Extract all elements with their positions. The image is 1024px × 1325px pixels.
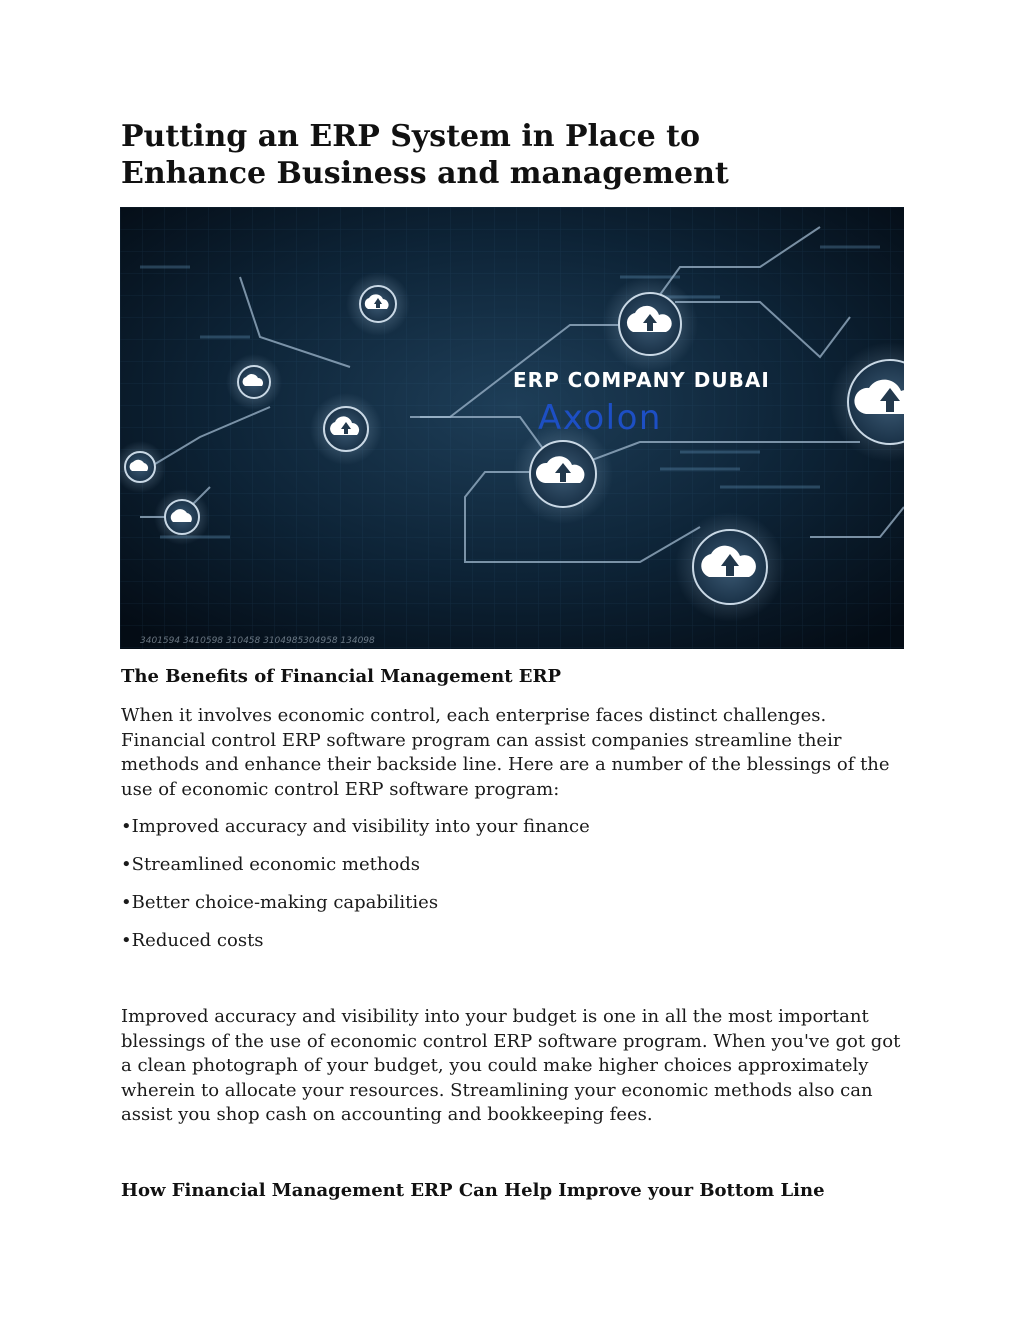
bullet-item: •Better choice-making capabilities: [121, 892, 439, 913]
body-paragraph: Improved accuracy and visibility into your budget is one in all the most important blessings of the use of economic control ERP software program. When you've got got a clean photograph of your budget, you could make higher choices approximately wherein to allocate your resources. Streamlining your economic methods also can assist you shop cash on accounting and bookkeeping fees.: [121, 1006, 901, 1125]
section-heading-bottom-line: How Financial Management ERP Can Help Improve your Bottom Line: [121, 1180, 825, 1201]
intro-paragraph: When it involves economic control, each enterprise faces distinct challenges. Financial control ERP software program can assist companies streamline their methods and enhance their backside line. Here are a number of the blessings of the use of economic control ERP software program:: [121, 705, 890, 800]
cloud-node-center: [513, 424, 613, 524]
cloud-node-left-mid: [310, 393, 382, 465]
cloud-node-bottom: [675, 512, 785, 622]
cloud-node-lower-left: [154, 489, 210, 545]
cloud-node-top: [602, 276, 698, 372]
bullet-item: •Improved accuracy and visibility into your finance: [121, 816, 590, 837]
bullet-item: •Reduced costs: [121, 930, 264, 951]
page-title: Putting an ERP System in Place to Enhance Business and management: [121, 119, 729, 191]
axolon-logo: Axolon: [538, 398, 662, 438]
hero-headline: ERP COMPANY DUBAI: [513, 368, 770, 392]
section-heading-benefits: The Benefits of Financial Management ERP: [121, 666, 561, 687]
hero-grid: [120, 207, 904, 649]
cloud-node-left-top: [346, 272, 410, 336]
bullet-item: •Streamlined economic methods: [121, 854, 421, 875]
cloud-node-left: [226, 354, 282, 410]
number-strip: 3401594 3410598 310458 3104985304958 134098: [140, 636, 375, 646]
hero-image: [120, 207, 904, 649]
